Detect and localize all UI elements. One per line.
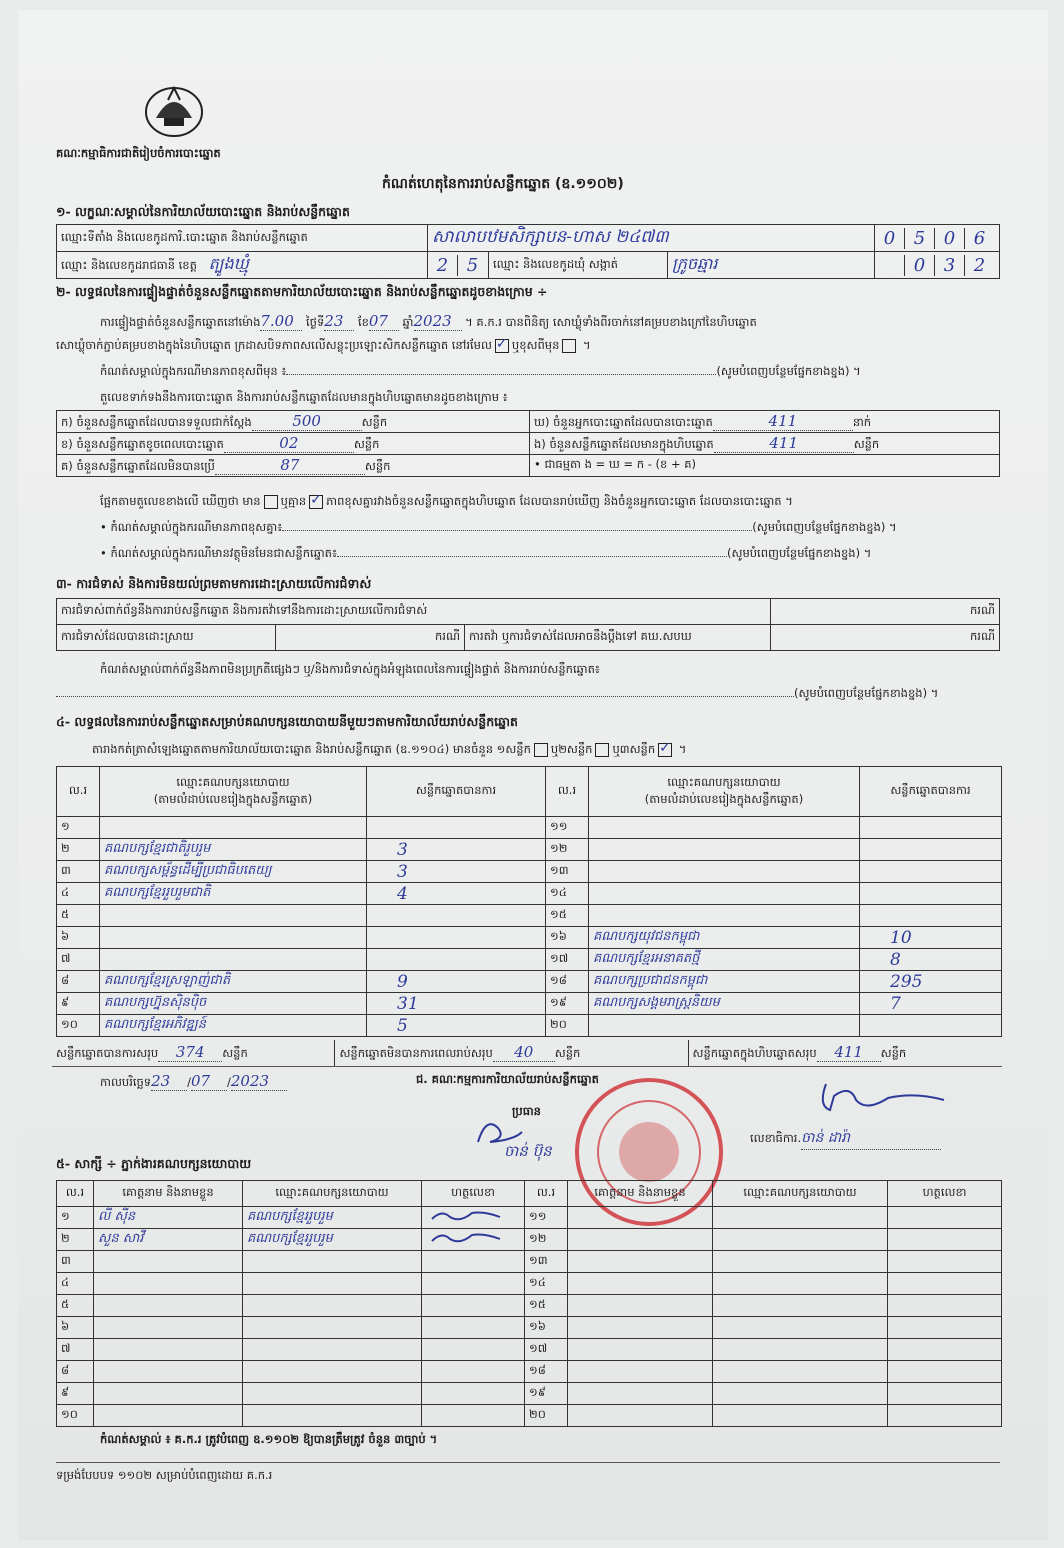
commune-value: ក្រូចឆ្មារ (668, 252, 875, 279)
witness-signature (888, 1229, 1002, 1251)
witness-name (568, 1405, 713, 1427)
results-row (57, 1015, 1002, 1037)
location-label: ឈ្មោះទីតាំង និងលេខកូដការិ.បោះឆ្នោត និងរាប់សន្លឹកឆ្នោត (57, 225, 428, 252)
result-party (589, 817, 860, 839)
total-box: 411 (817, 1043, 881, 1062)
result-votes (367, 927, 546, 949)
results-row (57, 905, 1002, 927)
witness-name (94, 1251, 243, 1273)
w-col-party-2: ឈ្មោះគណបក្សនយោបាយ (713, 1181, 888, 1207)
location-table (56, 224, 1000, 279)
witness-name: លី ស៊ីន (94, 1207, 243, 1229)
witness-row (57, 1339, 1002, 1361)
result-no: ៥ (57, 905, 100, 927)
witness-no: ១១ (525, 1207, 568, 1229)
section3-title: ៣- ការជំទាស់ និងការមិនយល់ព្រមតាមការដោះស្រាយលើការជំទាស់ (56, 576, 372, 591)
verify-month: 07 (369, 312, 399, 331)
form-footer: ទម្រង់បែបបទ ១១០២ សម្រាប់បំពេញដោយ គ.ក.រ (56, 1468, 273, 1482)
result-votes: 10 (860, 927, 1002, 949)
witness-no: ៨ (57, 1361, 94, 1383)
witness-party (243, 1317, 422, 1339)
results-row (57, 817, 1002, 839)
committee-name: គណៈកម្មាធិការជាតិរៀបចំការបោះឆ្នោត (56, 146, 221, 160)
witness-no: ១៩ (525, 1383, 568, 1405)
result-party (100, 949, 367, 971)
witness-signature (422, 1361, 525, 1383)
formula-cell: • ជាធម្មតា ង = ឃ = ក - (ខ + គ) (530, 455, 1000, 477)
witness-name (568, 1361, 713, 1383)
witness-party (243, 1273, 422, 1295)
three-sheet-checkbox[interactable] (658, 743, 672, 757)
witness-row (57, 1229, 1002, 1251)
objection-counting-label: ការជំទាស់ពាក់ព័ន្ធនឹងការរាប់សន្លឹកឆ្នោត និងការតវ៉ាទៅនឹងការដោះស្រាយលើការជំទាស់ (57, 599, 771, 625)
witness-no: ៩ (57, 1383, 94, 1405)
received-ballots-cell: ក) ចំនួនសន្លឹកឆ្នោតដែលបានទទួលជាក់ស្ដែង 500 សន្លឹក (57, 411, 530, 433)
result-no: ២ (57, 839, 100, 861)
spoiled-ballots: 02 (224, 434, 354, 453)
verification-line1: ការផ្ទៀងផ្ទាត់ចំនួនសន្លឹកឆ្នោតនៅម៉ោង7.00 ថ្ងៃទី23 ខែ07 ឆ្នាំ2023 ។ គ.ក.រ បានពិនិត្យ សោឃ្លុំទាំងពីរចាក់នៅគម្របខាងក្រៅនៃហិបឆ្នោត (100, 312, 757, 330)
objection-resolved-case: ករណី (276, 625, 465, 651)
result-no: ១៥ (546, 905, 589, 927)
w-col-sign-2: ហត្ថលេខា (888, 1181, 1002, 1207)
witness-no: ១៣ (525, 1251, 568, 1273)
witness-no: ៧ (57, 1339, 94, 1361)
voters-voted-cell: ឃ) ចំនួនអ្នកបោះឆ្នោតដែលបានបោះឆ្នោត 411 នាក់ (530, 411, 1000, 433)
witness-no: ៣ (57, 1251, 94, 1273)
irregularity-note: កំណត់សម្គាល់ពាក់ព័ន្ធនឹងភាពមិនប្រក្រតីផ្សេងៗ ឬ/និងការជំទាស់ក្នុងអំឡុងពេលនៃការផ្ទៀងផ្ទាត់ និងការរាប់សន្លឹកឆ្នោត៖ (100, 662, 600, 676)
result-no: ១៦ (546, 927, 589, 949)
witness-party (713, 1317, 888, 1339)
witness-no: ១៥ (525, 1295, 568, 1317)
witness-row (57, 1405, 1002, 1427)
result-votes: 3 (367, 861, 546, 883)
result-no: ១០ (57, 1015, 100, 1037)
witness-signature (888, 1251, 1002, 1273)
objection-appeal-label: ការតវ៉ា ឬការជំទាស់ដែលអាចនឹងប្ដឹងទៅ គឃ.សបឃ (465, 625, 771, 651)
section5-title: ៥- សាក្សី ÷ ភ្នាក់ងារគណបក្សនយោបាយ (56, 1156, 252, 1171)
result-party (589, 883, 860, 905)
witnesses-table (56, 1180, 1002, 1427)
result-votes: 9 (367, 971, 546, 993)
results-row (57, 927, 1002, 949)
witness-no: ២០ (525, 1405, 568, 1427)
unused-ballots-cell: គ) ចំនួនសន្លឹកឆ្នោតដែលមិនបានប្រើ 87 សន្លឹក (57, 455, 530, 477)
irregularity-note-line: (សូមបំពេញបន្ថែមផ្នែកខាងខ្នង) ។ (56, 686, 1000, 703)
total-invalid-cell: សន្លឹកឆ្នោតមិនបានការពេលរាប់សរុប 40 សន្លឹក (335, 1040, 688, 1066)
results-table (56, 766, 1002, 1037)
province-code: 2 5 (428, 252, 489, 279)
result-votes (367, 905, 546, 927)
witness-name (94, 1405, 243, 1427)
result-votes (860, 817, 1002, 839)
result-votes: 7 (860, 993, 1002, 1015)
result-no: ១៧ (546, 949, 589, 971)
witness-name (568, 1339, 713, 1361)
witness-signature (422, 1383, 525, 1405)
w-col-sign: ហត្ថលេខា (422, 1181, 525, 1207)
unchanged-checkbox[interactable] (495, 339, 509, 353)
witness-no: ១០ (57, 1405, 94, 1427)
result-votes: 8 (860, 949, 1002, 971)
results-row (57, 839, 1002, 861)
result-no: ១ (57, 817, 100, 839)
commission-label: ជ. គណៈកម្មការការិយាល័យរាប់សន្លឹកឆ្នោត (416, 1072, 599, 1086)
witness-no: ១៤ (525, 1273, 568, 1295)
witness-name (94, 1273, 243, 1295)
witness-signature (422, 1317, 525, 1339)
one-sheet-checkbox[interactable] (534, 743, 548, 757)
result-party (589, 1015, 860, 1037)
objection-appeal-case: ករណី (771, 625, 1000, 651)
result-votes (860, 839, 1002, 861)
president-signature (470, 1112, 530, 1152)
col-no: ល.រ (57, 767, 100, 817)
witness-name (568, 1295, 713, 1317)
result-party: គណបក្សប្រជាជនកម្ពុជា (589, 971, 860, 993)
result-votes: 5 (367, 1015, 546, 1037)
result-no: ១៩ (546, 993, 589, 1015)
result-party: គណបក្សសម្ព័ន្ធដើម្បីប្រជាធិបតេយ្យ (100, 861, 367, 883)
witness-row (57, 1251, 1002, 1273)
sign-day: 23 (151, 1072, 187, 1091)
col-votes: សន្លឹកឆ្នោតបានការ (367, 767, 546, 817)
result-no: ៩ (57, 993, 100, 1015)
result-votes (367, 817, 546, 839)
spoiled-ballots-cell: ខ) ចំនួនសន្លឹកឆ្នោតខូចពេលបោះឆ្នោត 02 សន្លឹក (57, 433, 530, 455)
results-row (57, 883, 1002, 905)
result-votes: 4 (367, 883, 546, 905)
witness-no: ៥ (57, 1295, 94, 1317)
result-no: ១២ (546, 839, 589, 861)
col-party-2: ឈ្មោះគណបក្សនយោបាយ (តាមលំដាប់លេខរៀងក្នុងសន្លឹកឆ្នោត) (589, 767, 860, 817)
w-col-name-2: គោត្តនាម និងនាមខ្លួន (568, 1181, 713, 1207)
results-row (57, 949, 1002, 971)
objections-table (56, 598, 1000, 651)
witness-no: ១៦ (525, 1317, 568, 1339)
objection-counting-case: ករណី (771, 599, 1000, 625)
w-col-no-2: ល.រ (525, 1181, 568, 1207)
witness-signature (422, 1339, 525, 1361)
changed-checkbox[interactable] (562, 339, 576, 353)
form-title: កំណត់ហេតុនៃការរាប់សន្លឹកឆ្នោត (ឧ.១១០២) (382, 176, 624, 192)
verify-year: 2023 (414, 312, 462, 331)
result-party: គណបក្សសង្គមរាស្ត្រនិយម (589, 993, 860, 1015)
witness-name (568, 1207, 713, 1229)
witness-signature (422, 1295, 525, 1317)
result-party (100, 927, 367, 949)
result-party: គណបក្សខ្មែរអភិវឌ្ឍន៍ (100, 1015, 367, 1037)
witness-signature (888, 1295, 1002, 1317)
witness-party (713, 1251, 888, 1273)
sign-month: 07 (191, 1072, 227, 1091)
witness-no: ៤ (57, 1273, 94, 1295)
president-label: ប្រធាន (512, 1104, 541, 1118)
total-box-cell: សន្លឹកឆ្នោតក្នុងហិបឆ្នោតសរុប 411 សន្លឹក (692, 1043, 907, 1061)
two-sheet-checkbox[interactable] (595, 743, 609, 757)
result-votes: 31 (367, 993, 546, 1015)
result-party: គណបក្សខ្មែរអនាគតថ្មី (589, 949, 860, 971)
col-no-2: ល.រ (546, 767, 589, 817)
result-no: ១៣ (546, 861, 589, 883)
witness-party (243, 1383, 422, 1405)
witness-no: ៦ (57, 1317, 94, 1339)
witness-row (57, 1207, 1002, 1229)
witness-name (568, 1251, 713, 1273)
w-col-party: ឈ្មោះគណបក្សនយោបាយ (243, 1181, 422, 1207)
location-value: សាលាបឋមសិក្សាបន-ហាស ២៤៧៣ (428, 225, 875, 252)
witness-party (713, 1207, 888, 1229)
signing-date: កាលបរិច្ឆេទ23 /07 /2023 (100, 1072, 287, 1092)
witness-signature-mark (426, 1229, 506, 1247)
figures-intro: តួលេខទាក់ទងនឹងការបោះឆ្នោត និងការរាប់សន្លឹកឆ្នោតដែលមានក្នុងហិបឆ្នោតមានដូចខាងក្រោម ៖ (100, 390, 508, 404)
section2-title: ២- លទ្ធផលនៃការផ្ទៀងផ្ទាត់ចំនួនសន្លឹកឆ្នោតតាមការិយាល័យបោះឆ្នោត និងរាប់សន្លឹកឆ្នោតដូចខាងក្រោម ÷ (56, 284, 548, 299)
witness-party (713, 1229, 888, 1251)
objection-resolved-label: ការជំទាស់ដែលបានដោះស្រាយ (57, 625, 276, 651)
witness-party (713, 1383, 888, 1405)
w-col-no: ល.រ (57, 1181, 94, 1207)
president-name: ចាន់ ប៊ុន (504, 1142, 552, 1160)
ballots-in-box-cell: ង) ចំនួនសន្លឹកឆ្នោតដែលមានក្នុងហិបឆ្នោត 411 សន្លឹក (530, 433, 1000, 455)
result-party (100, 817, 367, 839)
witness-signature (422, 1405, 525, 1427)
result-no: ១៨ (546, 971, 589, 993)
completion-note: កំណត់សម្គាល់ ៖ គ.ក.រ ត្រូវបំពេញ ឧ.១១០២ ឱ្យបានត្រឹមត្រូវ ចំនួន ៣ច្បាប់ ។ (100, 1432, 438, 1446)
secretary-signature (804, 1076, 954, 1122)
witness-party: គណបក្សខ្មែររួបរួម (243, 1207, 422, 1229)
witness-no: ១៨ (525, 1361, 568, 1383)
witness-party (243, 1295, 422, 1317)
witness-party: គណបក្សខ្មែររួបរួម (243, 1229, 422, 1251)
result-party (589, 905, 860, 927)
witness-signature (422, 1273, 525, 1295)
witness-signature (888, 1361, 1002, 1383)
result-party: គណបក្សខ្មែរជាតិរួបរួម (100, 839, 367, 861)
sign-year: 2023 (231, 1072, 287, 1091)
witness-signature (422, 1251, 525, 1273)
witness-name: សួន សាវី (94, 1229, 243, 1251)
result-no: ៨ (57, 971, 100, 993)
commune-label: ឈ្មោះ និងលេខកូដឃុំ សង្កាត់ (489, 252, 668, 279)
witness-signature (422, 1229, 525, 1251)
results-row (57, 971, 1002, 993)
witness-name (568, 1229, 713, 1251)
figures-table (56, 410, 1000, 477)
location-code: 0 5 0 6 (875, 225, 1000, 252)
secretary-line: លេខាធិការ.ចាន់ ដារ៉ា (750, 1128, 941, 1150)
witness-party (713, 1339, 888, 1361)
result-no: ១៤ (546, 883, 589, 905)
witness-party (243, 1405, 422, 1427)
results-row (57, 861, 1002, 883)
result-no: ៦ (57, 927, 100, 949)
witness-row (57, 1361, 1002, 1383)
unused-ballots: 87 (215, 456, 365, 475)
witness-no: ១ (57, 1207, 94, 1229)
result-votes: 3 (367, 839, 546, 861)
witness-no: ១២ (525, 1229, 568, 1251)
secretary-name: ចាន់ ដារ៉ា (801, 1128, 941, 1150)
witness-name (568, 1383, 713, 1405)
witness-name (94, 1339, 243, 1361)
result-votes (860, 905, 1002, 927)
witness-signature (422, 1207, 525, 1229)
result-party: គណបក្សខ្មែរស្រឡាញ់ជាតិ (100, 971, 367, 993)
witness-party (243, 1251, 422, 1273)
witness-name (94, 1361, 243, 1383)
witness-name (94, 1317, 243, 1339)
witness-signature (888, 1317, 1002, 1339)
result-no: ៤ (57, 883, 100, 905)
result-votes (860, 861, 1002, 883)
result-no: ៧ (57, 949, 100, 971)
col-party: ឈ្មោះគណបក្សនយោបាយ (តាមលំដាប់លេខរៀងក្នុងសន្លឹកឆ្នោត) (100, 767, 367, 817)
witness-party (243, 1361, 422, 1383)
result-party: គណបក្សយុវជនកម្ពុជា (589, 927, 860, 949)
no-difference-checkbox[interactable] (309, 495, 323, 509)
witness-signature-mark (426, 1207, 506, 1225)
witness-signature (888, 1405, 1002, 1427)
difference-note: កំណត់សម្គាល់ក្នុងករណីមានភាពខុសពីមុន ៖ (សូមបំពេញបន្ថែមផ្នែកខាងខ្នង) ។ (100, 364, 861, 378)
witness-party (713, 1361, 888, 1383)
witness-row (57, 1273, 1002, 1295)
witness-party (713, 1405, 888, 1427)
result-party (589, 839, 860, 861)
result-party (589, 861, 860, 883)
witness-row (57, 1295, 1002, 1317)
verification-line2: សោឃ្លុំចាក់ភ្ជាប់គម្របខាងក្នុងនៃហិបឆ្នោត ក្រដាសបិទភាពសលើសន្លុះប្រឡោះសិកសន្លឹកឆ្នោត នៅរមែល✓ ឬខុសពីមុន ។ (56, 338, 591, 355)
province-label-cell: ឈ្មោះ និងលេខកូដរាជធានី ខេត្ត ត្បូងឃ្មុំ (57, 252, 428, 279)
result-party: គណបក្សខ្មែររួបរួមជាតិ (100, 883, 367, 905)
result-party: គណបក្សហ្វ៊ុនស៊ិនប៉ិច (100, 993, 367, 1015)
witness-party (243, 1339, 422, 1361)
verify-hour: 7.00 (260, 312, 302, 331)
ballots-in-box: 411 (714, 434, 854, 453)
section1-title: ១- លក្ខណៈសម្គាល់នៃការិយាល័យបោះឆ្នោត និងរាប់សន្លឹកឆ្នោត (56, 204, 350, 219)
witness-name (568, 1273, 713, 1295)
has-difference-checkbox[interactable] (264, 495, 278, 509)
witness-party (713, 1295, 888, 1317)
result-votes (367, 949, 546, 971)
verify-day: 23 (324, 312, 354, 331)
result-no: ១១ (546, 817, 589, 839)
result-party (100, 905, 367, 927)
results-row (57, 993, 1002, 1015)
result-no: ២០ (546, 1015, 589, 1037)
comparison-line: ផ្អែកតាមតួលេខខាងលើ ឃើញថា មាន ឬគ្មាន✓ ភាពខុសគ្នារវាងចំនួនសន្លឹកឆ្នោតក្នុងហិបឆ្នោត ដែលបានរាប់ឃើញ និងចំនួនអ្នកបោះឆ្នោត ដែលបានបោះឆ្នោត ។ (100, 494, 1000, 511)
witness-no: ២ (57, 1229, 94, 1251)
nec-emblem (142, 78, 206, 140)
result-votes: 295 (860, 971, 1002, 993)
witness-party (713, 1273, 888, 1295)
w-col-name: គោត្តនាម និងនាមខ្លួន (94, 1181, 243, 1207)
section4-title: ៤- លទ្ធផលនៃការរាប់សន្លឹកឆ្នោតសម្រាប់គណបក្សនយោបាយនីមួយៗតាមការិយាល័យរាប់សន្លឹកឆ្នោត (56, 714, 518, 729)
witness-signature (888, 1339, 1002, 1361)
witness-row (57, 1317, 1002, 1339)
witness-no: ១៧ (525, 1339, 568, 1361)
witness-row (57, 1383, 1002, 1405)
tally-sheets-line: តារាងកត់ត្រាសំឡេងឆ្នោតតាមការិយាល័យបោះឆ្នោត និងរាប់សន្លឹកឆ្នោត (ឧ.១១០៤) មានចំនួន ១សន្លឹក ឬ២សន្លឹក ឬ៣សន្លឹក✓ ។ (92, 742, 686, 759)
commune-code: 0 3 2 (875, 252, 1000, 279)
received-ballots: 500 (252, 412, 362, 431)
result-votes (860, 883, 1002, 905)
witness-signature (888, 1273, 1002, 1295)
result-no: ៣ (57, 861, 100, 883)
result-votes (860, 1015, 1002, 1037)
witness-signature (888, 1207, 1002, 1229)
foreign-object-bullet: • កំណត់សម្គាល់ក្នុងករណីមានវត្ថុមិនមែនជាសន្លឹកឆ្នោត៖ (សូមបំពេញបន្ថែមផ្នែកខាងខ្នង) ។ (100, 546, 872, 560)
total-valid-cell: សន្លឹកឆ្នោតបានការសរុប 374 សន្លឹក (52, 1040, 335, 1066)
col-votes-2: សន្លឹកឆ្នោតបានការ (860, 767, 1002, 817)
total-invalid: 40 (493, 1043, 555, 1062)
witness-name (568, 1317, 713, 1339)
witness-signature (888, 1383, 1002, 1405)
total-valid: 374 (158, 1043, 222, 1062)
witness-name (94, 1295, 243, 1317)
province-value: ត្បូងឃ្មុំ (208, 254, 249, 273)
results-totals (52, 1040, 1002, 1066)
witness-name (94, 1383, 243, 1405)
difference-bullet: • កំណត់សម្គាល់ក្នុងករណីមានភាពខុសគ្នា៖ (សូមបំពេញបន្ថែមផ្នែកខាងខ្នង) ។ (100, 520, 897, 534)
voters-voted: 411 (713, 412, 853, 431)
